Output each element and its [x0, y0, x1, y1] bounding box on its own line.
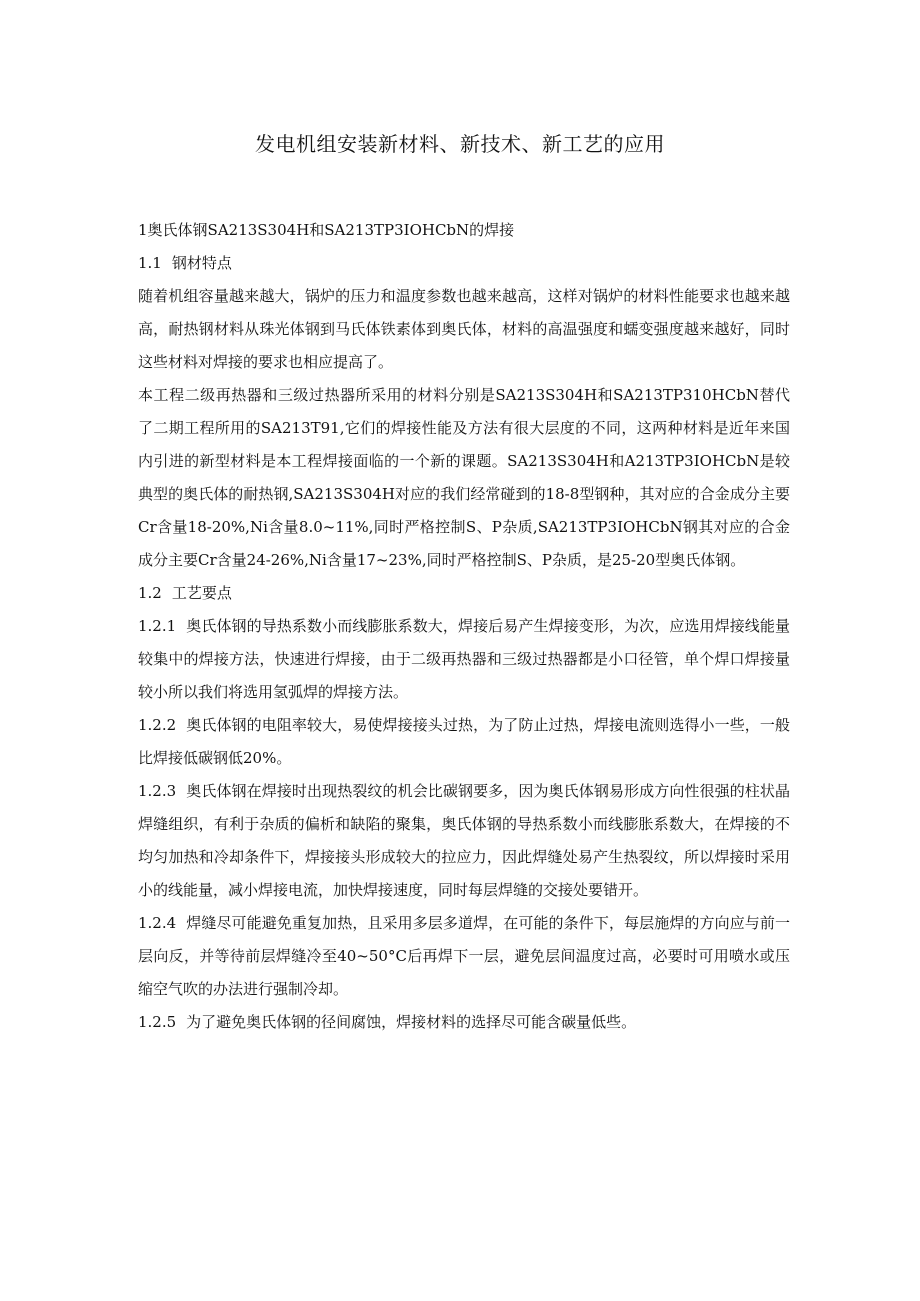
item-number: 1.2.1 — [138, 617, 177, 635]
paragraph-1-2-1 — [138, 610, 790, 709]
item-number: 1.2.3 — [138, 782, 177, 800]
item-number: 1.2.5 — [138, 1013, 177, 1031]
item-text: 焊缝尽可能避免重复加热，且采用多层多道焊，在可能的条件下，每层施焊的方向应与前一层向反，并等待前层焊缝冷至40~50°C后再焊下一层，避免层间温度过高，必要时可用喷水或压缩空气吹的办法进行强制冷却。 — [138, 914, 790, 998]
section-heading-text: 工艺要点 — [171, 584, 232, 602]
paragraph-project-materials: 本工程二级再热器和三级过热器所采用的材料分别是SA213S304H和SA213TP310HCbN替代了二期工程所用的SA213T91,它们的焊接性能及方法有很大层度的不同，这两种材料是近年来国内引进的新型材料是本工程焊接面临的一个新的课题。SA213S304H和A213TP3IOHCbN是较典型的奥氏体的耐热钢,SA213S304H对应的我们经常碰到的18-8型钢种，其对应的合金成分主要Cr含量18-20%,Ni含量8.0~11%,同时严格控制S、P杂质,SA213TP3IOHCbN钢其对应的合金成分主要Cr含量24-26%,Ni含量17~23%,同时严格控制S、P杂质，是25-20型奥氏体钢。 — [138, 386, 790, 569]
section-heading-1: 1奥氏体钢SA213S304H和SA213TP3IOHCbN的焊接 — [138, 221, 515, 239]
item-text: 为了避免奥氏体钢的径间腐蚀，焊接材料的选择尽可能含碳量低些。 — [186, 1013, 637, 1031]
subsection-heading-1-2 — [138, 577, 790, 610]
paragraph-1-2-2 — [138, 709, 790, 775]
section-number: 1.2 — [138, 584, 162, 602]
section-number: 1.1 — [138, 254, 162, 272]
document-title: 发电机组安装新材料、新技术、新工艺的应用 — [255, 132, 665, 156]
section-heading-text: 钢材特点 — [171, 254, 232, 272]
paragraph-steel-features: 随着机组容量越来越大，锅炉的压力和温度参数也越来越高，这样对锅炉的材料性能要求也越来越高，耐热钢材料从珠光体钢到马氏体铁素体到奥氏体，材料的高温强度和蠕变强度越来越好，同时这些材料对焊接的要求也相应提高了。 — [138, 287, 790, 371]
item-number: 1.2.4 — [138, 914, 177, 932]
subsection-heading-1-1 — [138, 247, 790, 280]
paragraph-1-2-4 — [138, 907, 790, 1006]
item-text: 奥氏体钢在焊接时出现热裂纹的机会比碳钢要多，因为奥氏体钢易形成方向性很强的柱状晶焊缝组织，有利于杂质的偏析和缺陷的聚集，奥氏体钢的导热系数小而线膨胀系数大，在焊接的不均匀加热和冷却条件下，焊接接头形成较大的拉应力，因此焊缝处易产生热裂纹，所以焊接时采用小的线能量，减小焊接电流，加快焊接速度，同时每层焊缝的交接处要错开。 — [138, 782, 790, 899]
paragraph-1-2-5 — [138, 1006, 790, 1039]
document-body — [138, 214, 790, 1039]
paragraph-1-2-3 — [138, 775, 790, 907]
item-text: 奥氏体钢的导热系数小而线膨胀系数大，焊接后易产生焊接变形，为次，应选用焊接线能量较集中的焊接方法，快速进行焊接，由于二级再热器和三级过热器都是小口径管，单个焊口焊接量较小所以我们将选用氢弧焊的焊接方法。 — [138, 617, 790, 701]
item-number: 1.2.2 — [138, 716, 177, 734]
item-text: 奥氏体钢的电阻率较大，易使焊接接头过热，为了防止过热，焊接电流则选得小一些，一般比焊接低碳钢低20%。 — [138, 716, 790, 767]
